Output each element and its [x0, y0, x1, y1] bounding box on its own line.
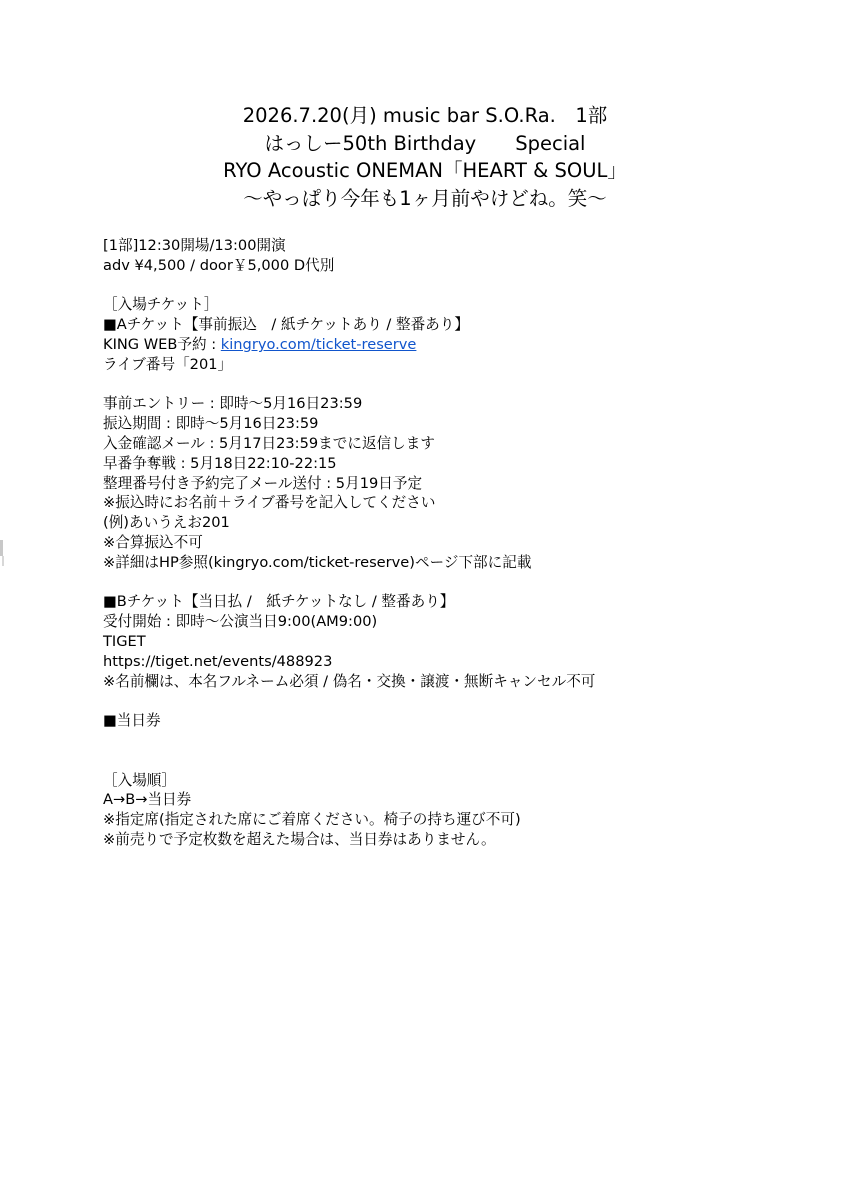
entry-order-heading: ［入場順］	[103, 771, 176, 789]
event-subtitle: 〜やっぱり今年も1ヶ月前やけどね。笑〜	[243, 186, 607, 210]
a-ticket-live-number: ライブ番号「201」	[103, 355, 233, 373]
entry-tickets-heading: ［入場チケット］	[103, 296, 219, 314]
door-ticket-header: ■当日券	[103, 712, 161, 730]
a-ticket-reserve-line	[103, 335, 823, 355]
b-ticket-url[interactable]: https://tiget.net/events/488923	[103, 652, 333, 670]
entry-order-line: ※前売りで予定枚数を超えた場合は、当日券はありません。	[103, 830, 496, 848]
a-ticket-detail: 事前エントリー : 即時〜5月16日23:59	[103, 395, 363, 413]
reserve-link[interactable]: kingryo.com/ticket-reserve	[220, 335, 417, 353]
a-ticket-detail: 振込期間 : 即時〜5月16日23:59	[103, 415, 319, 433]
scan-edge-mark	[2, 556, 4, 566]
ticket-price: adv ¥4,500 / door￥5,000 D代別	[103, 256, 335, 274]
show-times: [1部]12:30開場/13:00開演	[103, 237, 286, 254]
b-ticket-header: ■Bチケット【当日払 / 紙チケットなし / 整番あり】	[103, 593, 455, 611]
scan-edge-mark	[0, 540, 3, 556]
a-ticket-detail: ※振込時にお名前＋ライブ番号を記入してください	[103, 494, 436, 512]
event-title-block	[0, 102, 850, 212]
b-ticket-detail: ※名前欄は、本名フルネーム必須 / 偽名・交換・譲渡・無断キャンセル不可	[103, 672, 596, 690]
a-ticket-detail: 早番争奪戦 : 5月18日22:10-22:15	[103, 454, 337, 472]
a-ticket-detail: ※合算振込不可	[103, 533, 203, 551]
a-ticket-detail: 入金確認メール : 5月17日23:59までに返信します	[103, 434, 435, 452]
event-title-oneman: RYO Acoustic ONEMAN「HEART & SOUL」	[223, 159, 627, 182]
b-ticket-detail: TIGET	[103, 632, 146, 650]
a-ticket-header: ■Aチケット【事前振込 / 紙チケットあり / 整番あり】	[103, 316, 469, 334]
reserve-prefix: KING WEB予約 :	[103, 335, 221, 353]
event-title-date-venue: 2026.7.20(月) music bar S.O.Ra. 1部	[242, 104, 608, 127]
entry-order-line: ※指定席(指定された席にご着席ください。椅子の持ち運び不可)	[103, 811, 521, 829]
a-ticket-detail: 整理番号付き予約完了メール送付 : 5月19日予定	[103, 474, 423, 492]
a-ticket-detail: ※詳細はHP参照(kingryo.com/ticket-reserve)ページ下部に記載	[103, 553, 532, 571]
a-ticket-detail: (例)あいうえお201	[103, 514, 230, 532]
entry-order-line: A→B→当日券	[103, 791, 192, 809]
event-title-birthday: はっしー50th Birthday Special	[264, 131, 586, 155]
event-details	[103, 236, 823, 850]
b-ticket-detail: 受付開始 : 即時〜公演当日9:00(AM9:00)	[103, 613, 378, 631]
